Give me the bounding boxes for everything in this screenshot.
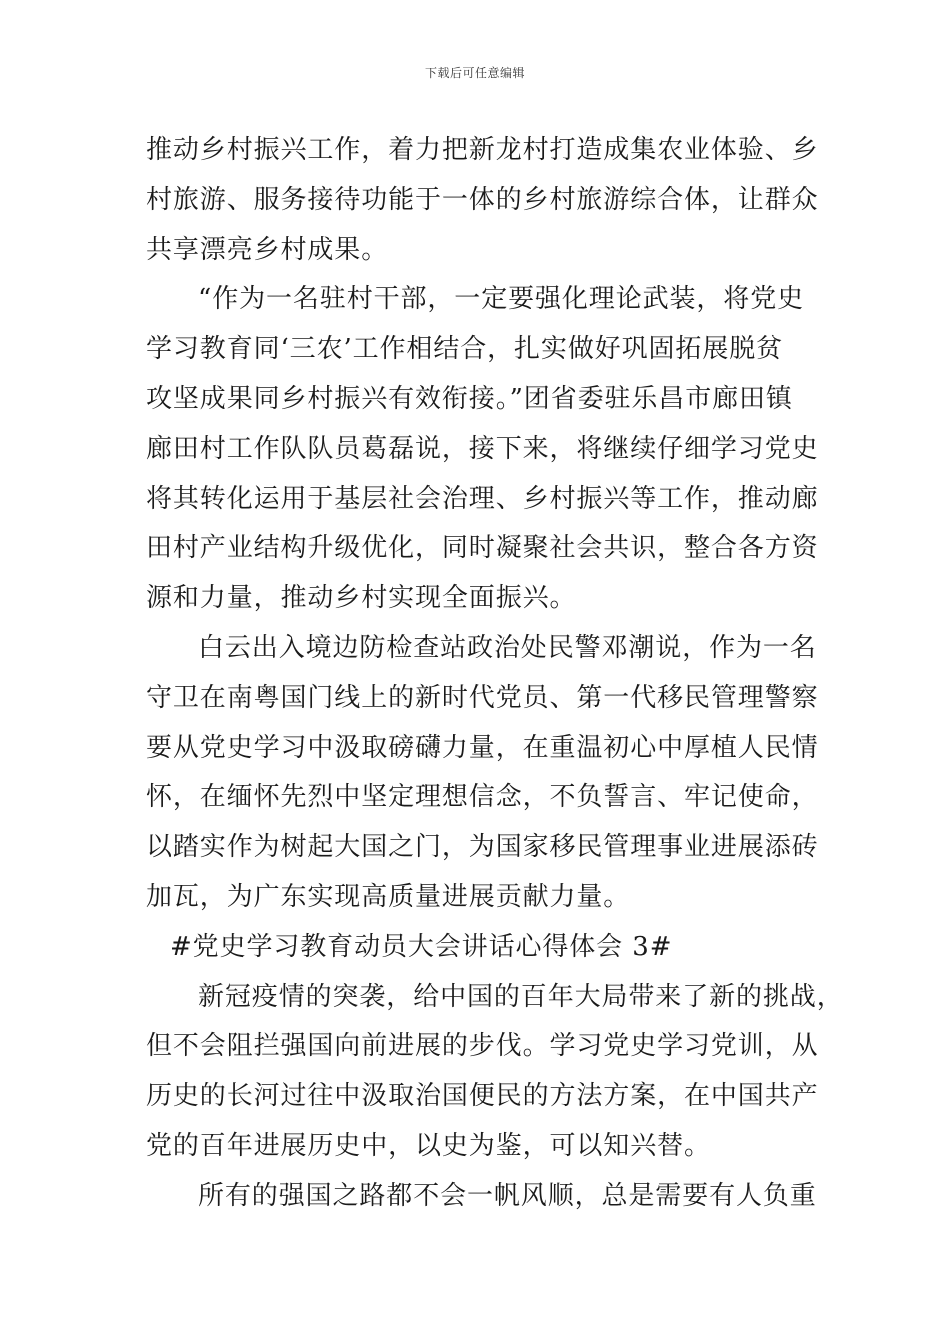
text-line: 田村产业结构升级优化，同时凝聚社会共识，整合各方资 xyxy=(146,533,819,564)
text-line: 共享漂亮乡村成果。 xyxy=(146,234,389,265)
text-line: 以踏实作为树起大国之门，为国家移民管理事业进展添砖 xyxy=(146,832,819,863)
header-note: 下载后可任意编辑 xyxy=(424,66,525,80)
paragraph-start-line: “作为一名驻村干部，一定要强化理论武装，将党史 xyxy=(198,284,804,315)
text-line: 党的百年进展历史中，以史为鉴，可以知兴替。 xyxy=(146,1130,711,1161)
text-line: 源和力量，推动乡村实现全面振兴。 xyxy=(146,583,577,614)
text-line: 学习教育同‘三农’工作相结合，扎实做好巩固拓展脱贫 xyxy=(146,334,784,365)
text-line: 要从党史学习中汲取磅礴力量，在重温初心中厚植人民情 xyxy=(146,732,819,763)
text-line: 村旅游、服务接待功能于一体的乡村旅游综合体，让群众 xyxy=(146,184,819,215)
text-line: 将其转化运用于基层社会治理、乡村振兴等工作，推动廊 xyxy=(146,483,819,514)
paragraph-start-line: 所有的强国之路都不会一帆风顺，总是需要有人负重 xyxy=(198,1180,817,1211)
text-line: 攻坚成果同乡村振兴有效衔接。”团省委驻乐昌市廊田镇 xyxy=(146,383,793,414)
section-heading: #党史学习教育动员大会讲话心得体会 3# xyxy=(170,931,673,962)
text-line: 但不会阻拦强国向前进展的步伐。学习党史学习党训，从 xyxy=(146,1031,819,1062)
text-line: 推动乡村振兴工作，着力把新龙村打造成集农业体验、乡 xyxy=(146,135,819,165)
text-line: 加瓦，为广东实现高质量进展贡献力量。 xyxy=(146,881,631,912)
paragraph-start-line: 白云出入境边防检查站政治处民警邓潮说，作为一名 xyxy=(198,632,817,663)
text-line: 守卫在南粤国门线上的新时代党员、第一代移民管理警察 xyxy=(146,682,819,713)
document-body xyxy=(146,126,844,1222)
text-line: 廊田村工作队队员葛磊说，接下来，将继续仔细学习党史 xyxy=(146,433,819,464)
paragraph-start-line: 新冠疫情的突袭，给中国的百年大局带来了新的挑战， xyxy=(198,981,844,1012)
text-line: 怀，在缅怀先烈中坚定理想信念，不负誓言、牢记使命， xyxy=(146,782,819,813)
text-line: 历史的长河过往中汲取治国便民的方法方案，在中国共产 xyxy=(146,1081,819,1112)
